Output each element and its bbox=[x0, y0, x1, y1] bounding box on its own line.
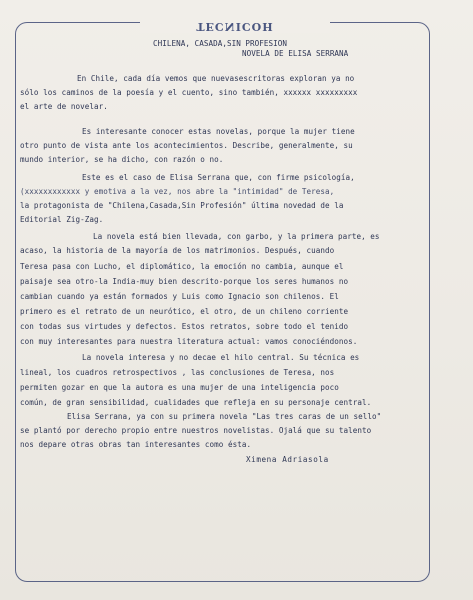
body-line: Es interesante conocer estas novelas, porque la mujer tiene bbox=[82, 127, 355, 136]
heading-title-line: CHILENA, CASADA,SIN PROFESION bbox=[153, 39, 288, 48]
heading-subtitle-line: NOVELA DE ELISA SERRANA bbox=[242, 49, 349, 58]
body-line: sólo los caminos de la poesía y el cuento, sino también, xxxxxx xxxxxxxxx bbox=[20, 88, 358, 97]
body-line: el arte de novelar. bbox=[20, 102, 108, 111]
body-line: lineal, los cuadros retrospectivos , las conclusiones de Teresa, nos bbox=[20, 368, 335, 377]
author-signature: Ximena Adriasola bbox=[246, 455, 329, 464]
body-line: Teresa pasa con Lucho, el diplomático, la emoción no cambia, aunque el bbox=[20, 262, 344, 271]
body-line: se plantó por derecho propio entre nuestros novelistas. Ojalá que su talento bbox=[20, 426, 372, 435]
body-line: permiten gozar en que la autora es una mujer de una inteligencia poco bbox=[20, 383, 339, 392]
body-line: Elisa Serrana, ya con su primera novela "Las tres caras de un sello" bbox=[67, 412, 382, 421]
body-line: otro punto de vista ante los acontecimientos. Describe, generalmente, su bbox=[20, 141, 353, 150]
body-line: Editorial Zig-Zag. bbox=[20, 215, 104, 224]
letterhead-title: TECNICOH bbox=[140, 19, 330, 33]
body-line: cambian cuando ya están formados y Luis como Ignacio son chilenos. El bbox=[20, 292, 339, 301]
body-line: la protagonista de "Chilena,Casada,Sin Profesión" última novedad de la bbox=[20, 201, 344, 210]
body-line: La novela está bien llevada, con garbo, y la primera parte, es bbox=[93, 232, 380, 241]
body-line: La novela interesa y no decae el hilo central. Su técnica es bbox=[82, 353, 360, 362]
body-line: En Chile, cada día vemos que nuevasescritoras exploran ya no bbox=[77, 74, 355, 83]
body-line: nos depare otras obras tan interesantes como ésta. bbox=[20, 440, 252, 449]
body-line: (xxxxxxxxxxxx y emotiva a la vez, nos abre la "intimidad" de Teresa, bbox=[20, 187, 335, 196]
body-line: acaso, la historia de la mayoría de los matrimonios. Después, cuando bbox=[20, 246, 335, 255]
body-line: primero es el retrato de un neurótico, el otro, de un chileno corriente bbox=[20, 307, 349, 316]
body-line: con todas sus virtudes y defectos. Estos retratos, sobre todo el tenido bbox=[20, 322, 349, 331]
body-line: común, de gran sensibilidad, cualidades que refleja en su personaje central. bbox=[20, 398, 372, 407]
body-line: Este es el caso de Elisa Serrana que, con firme psicología, bbox=[82, 173, 355, 182]
body-line: con muy interesantes para nuestra literatura actual: vamos conociéndonos. bbox=[20, 337, 358, 346]
body-line: paisaje sea otro-la India-muy bien descrito-porque los seres humanos no bbox=[20, 277, 349, 286]
body-line: mundo interior, se ha dicho, con razón o no. bbox=[20, 155, 224, 164]
